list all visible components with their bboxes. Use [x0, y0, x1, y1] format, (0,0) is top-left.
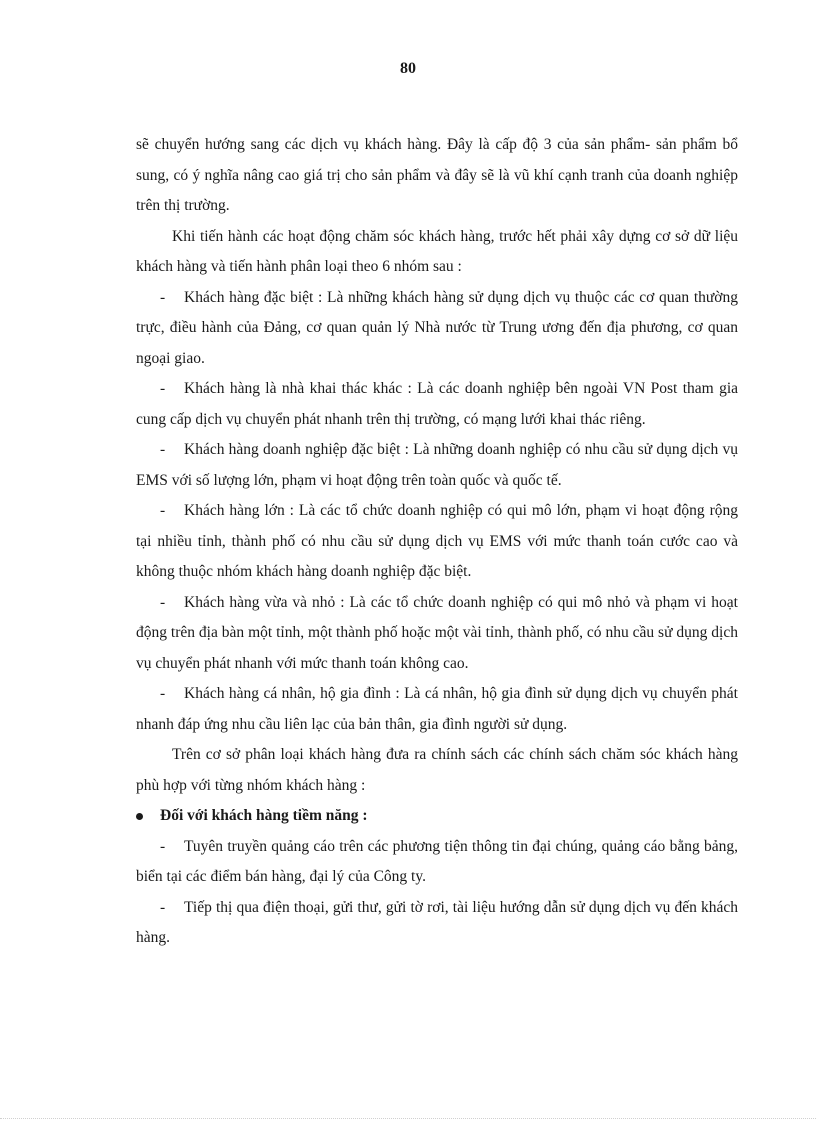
list-item-text: Khách hàng doanh nghiệp đặc biệt : Là những doanh nghiệp có nhu cầu sử dụng dịch vụ EMS với số lượng lớn, phạm vi hoạt động trên toàn quốc và quốc tế. [136, 441, 738, 489]
paragraph-intro: sẽ chuyển hướng sang các dịch vụ khách hàng. Đây là cấp độ 3 của sản phẩm- sản phẩm bổ sung, có ý nghĩa nâng cao giá trị cho sản phẩm và đây sẽ là vũ khí cạnh tranh của doanh nghiệp trên thị trường. [136, 136, 738, 214]
bullet-icon [136, 813, 143, 820]
dash-marker: - [160, 685, 166, 702]
list-item [136, 893, 738, 954]
dash-marker: - [160, 288, 166, 306]
list-item-text: Khách hàng là nhà khai thác khác : Là các doanh nghiệp bên ngoài VN Post tham gia cung cấp dịch vụ chuyển phát nhanh trên thị trường, có mạng lưới khai thác riêng. [136, 380, 738, 428]
dash-marker: - [160, 898, 166, 916]
dash-marker: - [160, 837, 166, 855]
dash-marker: - [160, 593, 166, 611]
list-item-text: Khách hàng cá nhân, hộ gia đình : Là cá nhân, hộ gia đình sử dụng dịch vụ chuyển phát nhanh đáp ứng nhu cầu liên lạc của bản thân, gia đình người sử dụng. [136, 685, 738, 733]
list-item-text: Tiếp thị qua điện thoại, gửi thư, gửi tờ rơi, tài liệu hướng dẫn sử dụng dịch vụ đến khách hàng. [136, 898, 738, 946]
dash-marker: - [160, 502, 166, 519]
list-item [136, 496, 738, 588]
page-body [136, 130, 738, 954]
list-item [136, 588, 738, 680]
list-item [136, 435, 738, 496]
list-item [136, 679, 738, 740]
paragraph-policy: Trên cơ sở phân loại khách hàng đưa ra chính sách các chính sách chăm sóc khách hàng phù hợp với từng nhóm khách hàng : [136, 746, 738, 794]
page-number: 80 [400, 60, 416, 77]
section-heading-text: Đối với khách hàng tiềm năng : [160, 807, 368, 824]
list-item-text: Khách hàng vừa và nhỏ : Là các tổ chức doanh nghiệp có qui mô nhỏ và phạm vi hoạt động trên địa bàn một tỉnh, một thành phố hoặc một vài tỉnh, thành phố, có nhu cầu sử dụng dịch vụ chuyển phát nhanh với mức thanh toán không cao. [136, 593, 738, 672]
list-item [136, 832, 738, 893]
list-item-text: Khách hàng lớn : Là các tổ chức doanh nghiệp có qui mô lớn, phạm vi hoạt động rộng tại nhiều tỉnh, thành phố có nhu cầu sử dụng dịch vụ EMS với mức thanh toán cước cao và không thuộc nhóm khách hàng doanh nghiệp đặc biệt. [136, 502, 738, 580]
page-bottom-rule [0, 1118, 816, 1119]
list-item [136, 283, 738, 375]
dash-marker: - [160, 441, 166, 458]
section-heading-potential [136, 801, 738, 832]
dash-marker: - [160, 380, 166, 397]
list-item-text: Tuyên truyền quảng cáo trên các phương tiện thông tin đại chúng, quảng cáo bằng bảng, biển tại các điểm bán hàng, đại lý của Công ty. [136, 837, 738, 885]
list-item-text: Khách hàng đặc biệt : Là những khách hàng sử dụng dịch vụ thuộc các cơ quan thường trực, điều hành của Đảng, cơ quan quản lý Nhà nước từ Trung ương đến địa phương, cơ quan ngoại giao. [136, 288, 738, 367]
list-item [136, 374, 738, 435]
paragraph-classification: Khi tiến hành các hoạt động chăm sóc khách hàng, trước hết phải xây dựng cơ sở dữ liệu khách hàng và tiến hành phân loại theo 6 nhóm sau : [136, 227, 738, 275]
